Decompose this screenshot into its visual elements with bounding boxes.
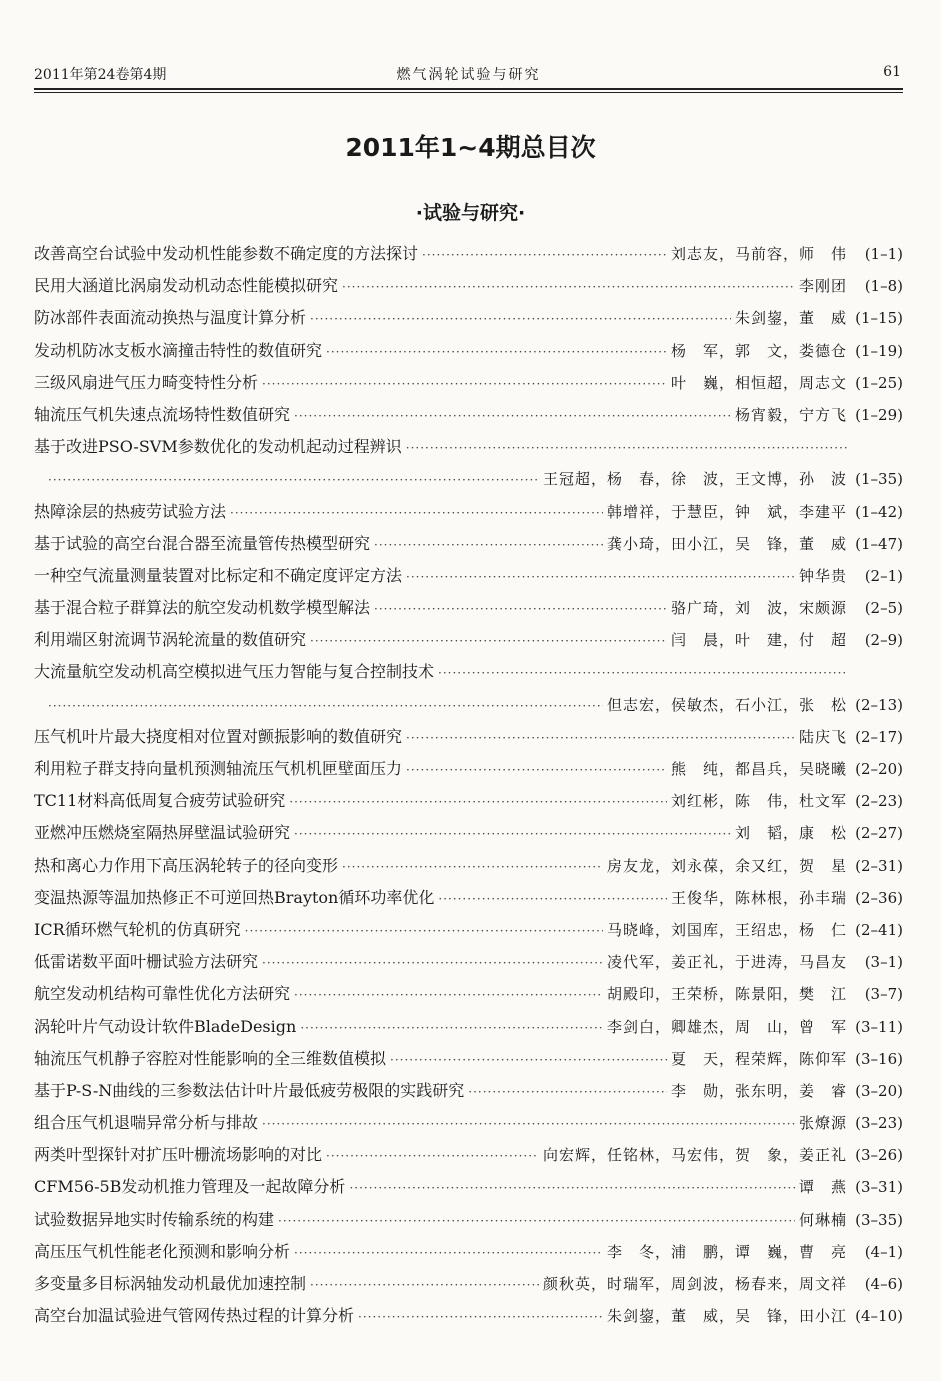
entry-page: (1–25) <box>855 373 903 392</box>
dot-leader <box>374 529 603 560</box>
entry-authors: 谭 燕 <box>798 1178 847 1197</box>
section-heading: ·试验与研究· <box>415 202 526 224</box>
toc-entry <box>34 238 903 270</box>
toc-entry <box>34 1268 903 1300</box>
entry-page: (1–42) <box>855 502 903 521</box>
entry-title: 民用大涵道比涡扇发动机动态性能模拟研究 <box>34 276 339 296</box>
dot-leader <box>406 561 795 592</box>
toc-entry <box>34 946 903 978</box>
entry-title: 组合压气机退喘异常分析与排故 <box>34 1113 259 1133</box>
toc-entry <box>34 463 903 495</box>
entry-authors: 王冠超，杨 春，徐 波，王文博，孙 波 <box>542 470 847 489</box>
dot-leader <box>310 303 731 334</box>
entry-title: 发动机防冰支板水滴撞击特性的数值研究 <box>34 340 323 360</box>
entry-title: TC11材料高低周复合疲劳试验研究 <box>34 791 286 811</box>
entry-page: (4–1) <box>864 1242 903 1261</box>
entry-authors: 马晓峰，刘国库，王绍忠，杨 仁 <box>606 920 847 939</box>
dot-leader <box>374 593 667 624</box>
dot-leader <box>48 690 603 721</box>
dot-leader <box>278 1205 795 1236</box>
entry-title: 航空发动机结构可靠性优化方法研究 <box>34 984 291 1004</box>
dot-leader <box>358 1301 603 1332</box>
entry-title: 基于改进PSO-SVM参数优化的发动机起动过程辨识 <box>34 437 402 457</box>
entry-authors: 韩增祥，于慧臣，钟 斌，李建平 <box>606 502 847 521</box>
entry-authors: 陆庆飞 <box>798 727 847 746</box>
toc-entry <box>34 914 903 946</box>
page-title: 2011年1~4期总目次 <box>345 133 596 162</box>
dot-leader <box>342 271 795 302</box>
entry-authors: 钟华贵 <box>798 566 847 585</box>
entry-title: 利用端区射流调节涡轮流量的数值研究 <box>34 630 307 650</box>
dot-leader <box>294 400 731 431</box>
dot-leader <box>438 657 847 688</box>
entry-page: (2–5) <box>864 599 903 618</box>
entry-title: 轴流压气机静子容腔对性能影响的全三维数值模拟 <box>34 1048 387 1068</box>
entry-authors: 龚小琦，田小江，吴 锋，董 威 <box>606 534 847 553</box>
dot-leader <box>294 1237 603 1268</box>
entry-authors: 但志宏，侯敏杰，石小江，张 松 <box>606 695 847 714</box>
entry-authors: 闫 晨，叶 建，付 超 <box>670 631 847 650</box>
toc-entry <box>34 1043 903 1075</box>
dot-leader <box>48 464 539 495</box>
toc-entry <box>34 399 903 431</box>
toc-entry <box>34 689 903 721</box>
header-rule-thick <box>34 88 903 90</box>
entry-page: (2–36) <box>855 888 903 907</box>
dot-leader <box>468 1076 667 1107</box>
entry-authors: 李剑白，卿雄杰，周 山，曾 军 <box>606 1017 847 1036</box>
entry-page: (3–31) <box>855 1178 903 1197</box>
dot-leader <box>326 336 667 367</box>
toc-entry <box>34 978 903 1010</box>
entry-authors: 杨 军，郭 文，娄德仓 <box>670 341 847 360</box>
dot-leader <box>310 1269 539 1300</box>
entry-title: 三级风扇进气压力畸变特性分析 <box>34 372 259 392</box>
entry-page: (1–35) <box>855 470 903 489</box>
entry-authors: 夏 天，程荣辉，陈仰军 <box>670 1049 847 1068</box>
entry-title: CFM56-5B发动机推力管理及一起故障分析 <box>34 1177 346 1197</box>
dot-leader <box>326 1140 539 1171</box>
entry-title: 压气机叶片最大挠度相对位置对颤振影响的数值研究 <box>34 726 403 746</box>
entry-authors: 张燎源 <box>798 1114 847 1133</box>
toc-entry <box>34 560 903 592</box>
toc-entry <box>34 656 903 688</box>
journal-issue: 2011年第24卷第4期 <box>34 67 167 83</box>
entry-title: 两类叶型探针对扩压叶栅流场影响的对比 <box>34 1145 323 1165</box>
entry-authors: 李 勋，张东明，姜 睿 <box>670 1081 847 1100</box>
entry-page: (3–1) <box>864 953 903 972</box>
toc-entry <box>34 302 903 334</box>
toc-list <box>34 238 903 1332</box>
entry-title: 多变量多目标涡轴发动机最优加速控制 <box>34 1274 307 1293</box>
entry-title: 轴流压气机失速点流场特性数值研究 <box>34 404 291 424</box>
toc-entry <box>34 1107 903 1139</box>
toc-entry <box>34 431 903 463</box>
dot-leader <box>294 979 603 1010</box>
toc-entry <box>34 528 903 560</box>
dot-leader <box>245 915 603 946</box>
toc-entry <box>34 1139 903 1171</box>
entry-page: (4–10) <box>855 1307 903 1326</box>
dot-leader <box>342 851 603 882</box>
entry-authors: 王俊华，陈林根，孙丰瑞 <box>670 888 847 907</box>
entry-title: 基于P-S-N曲线的三参数法估计叶片最低疲劳极限的实践研究 <box>34 1080 465 1100</box>
toc-entry <box>34 850 903 882</box>
entry-authors: 熊 纯，都昌兵，吴晓曦 <box>670 760 847 778</box>
entry-title: 涡轮叶片气动设计软件BladeDesign <box>34 1016 297 1036</box>
dot-leader <box>422 239 667 270</box>
entry-authors: 朱剑鋆，董 威，吴 锋，田小江 <box>606 1307 847 1326</box>
entry-page: (2–9) <box>864 631 903 650</box>
entry-page: (2–41) <box>855 920 903 939</box>
dot-leader <box>406 432 847 463</box>
entry-page: (1–29) <box>855 405 903 424</box>
toc-entry <box>34 624 903 656</box>
entry-page: (4–6) <box>864 1275 903 1293</box>
entry-page: (3–23) <box>855 1114 903 1133</box>
dot-leader <box>230 497 603 528</box>
entry-page: (1–15) <box>855 309 903 328</box>
toc-entry <box>34 270 903 302</box>
entry-page: (2–17) <box>855 727 903 746</box>
toc-entry <box>34 1075 903 1107</box>
toc-entry <box>34 335 903 367</box>
entry-page: (3–16) <box>855 1049 903 1068</box>
entry-authors: 李 冬，浦 鹏，谭 巍，曹 亮 <box>606 1242 847 1261</box>
entry-title: 防冰部件表面流动换热与温度计算分析 <box>34 308 307 328</box>
entry-page: (3–26) <box>855 1146 903 1165</box>
entry-title: 低雷诺数平面叶栅试验方法研究 <box>34 952 259 972</box>
entry-page: (2–23) <box>855 792 903 811</box>
dot-leader <box>300 1012 603 1043</box>
entry-authors: 刘 韬，康 松 <box>734 824 847 843</box>
entry-authors: 凌代军，姜正礼，于进涛，马昌友 <box>606 953 847 972</box>
toc-entry <box>34 753 903 785</box>
entry-page: (2–20) <box>855 760 903 778</box>
entry-authors: 胡殿印，王荣桥，陈景阳，樊 江 <box>606 985 847 1004</box>
entry-authors: 李刚团 <box>798 277 847 296</box>
entry-page: (2–27) <box>855 824 903 843</box>
entry-authors: 杨宵毅，宁方飞 <box>734 405 847 424</box>
dot-leader <box>262 1108 795 1139</box>
entry-page: (1–8) <box>864 277 903 296</box>
dot-leader <box>262 368 667 399</box>
entry-authors: 叶 巍，相恒超，周志文 <box>670 373 847 392</box>
entry-page: (1–1) <box>864 245 903 263</box>
entry-title: 热和离心力作用下高压涡轮转子的径向变形 <box>34 855 339 875</box>
dot-leader <box>406 722 795 753</box>
entry-title: 改善高空台试验中发动机性能参数不确定度的方法探讨 <box>34 244 419 263</box>
toc-entry <box>34 1011 903 1043</box>
entry-authors: 何琳楠 <box>798 1210 847 1229</box>
entry-page: (1–47) <box>855 534 903 553</box>
entry-authors: 刘红彬，陈 伟，杜文军 <box>670 792 847 811</box>
toc-entry <box>34 785 903 817</box>
dot-leader <box>406 754 667 785</box>
dot-leader <box>262 947 603 978</box>
entry-title: 大流量航空发动机高空模拟进气压力智能与复合控制技术 <box>34 662 435 682</box>
entry-title: 热障涂层的热疲劳试验方法 <box>34 501 227 521</box>
entry-page: (2–1) <box>864 566 903 585</box>
entry-authors: 颜秋英，时瑞军，周剑波，杨春来，周文祥 <box>542 1275 847 1293</box>
entry-authors: 骆广琦，刘 波，宋颇源 <box>670 599 847 618</box>
entry-title: 变温热源等温加热修正不可逆回热Brayton循环功率优化 <box>34 887 435 907</box>
entry-title: 基于试验的高空台混合器至流量管传热模型研究 <box>34 533 371 553</box>
toc-entry <box>34 367 903 399</box>
entry-authors: 刘志友，马前容，师 伟 <box>670 245 847 263</box>
toc-entry <box>34 721 903 753</box>
dot-leader <box>289 786 667 817</box>
toc-entry <box>34 882 903 914</box>
entry-page: (3–11) <box>855 1017 903 1036</box>
page-number: 61 <box>883 64 901 80</box>
entry-title: 基于混合粒子群算法的航空发动机数学模型解法 <box>34 598 371 618</box>
toc-entry <box>34 1171 903 1203</box>
header-rule-thin <box>34 92 903 93</box>
entry-title: 利用粒子群支持向量机预测轴流压气机机匣壁面压力 <box>34 759 403 778</box>
entry-title: 高压压气机性能老化预测和影响分析 <box>34 1241 291 1261</box>
entry-title: 高空台加温试验进气管网传热过程的计算分析 <box>34 1306 355 1326</box>
entry-authors: 向宏辉，任铭林，马宏伟，贺 象，姜正礼 <box>542 1146 847 1165</box>
dot-leader <box>438 883 667 914</box>
toc-entry <box>34 1204 903 1236</box>
entry-title: 试验数据异地实时传输系统的构建 <box>34 1209 275 1229</box>
toc-entry <box>34 817 903 849</box>
dot-leader <box>294 818 731 849</box>
entry-title: ICR循环燃气轮机的仿真研究 <box>34 919 241 939</box>
toc-entry <box>34 1300 903 1332</box>
entry-page: (2–31) <box>855 856 903 875</box>
entry-page: (1–19) <box>855 341 903 360</box>
entry-page: (3–7) <box>864 985 903 1004</box>
toc-entry <box>34 496 903 528</box>
toc-entry <box>34 592 903 624</box>
entry-authors: 朱剑鋆，董 威 <box>734 309 847 328</box>
dot-leader <box>310 625 667 656</box>
dot-leader <box>349 1172 795 1203</box>
entry-title: 一种空气流量测量装置对比标定和不确定度评定方法 <box>34 565 403 585</box>
entry-page: (3–20) <box>855 1081 903 1100</box>
entry-page: (2–13) <box>855 695 903 714</box>
entry-page: (3–35) <box>855 1210 903 1229</box>
toc-entry <box>34 1236 903 1268</box>
page-header <box>34 62 903 84</box>
journal-name: 燃气涡轮试验与研究 <box>396 67 541 83</box>
dot-leader <box>390 1044 667 1075</box>
entry-title: 亚燃冲压燃烧室隔热屏壁温试验研究 <box>34 823 291 843</box>
entry-authors: 房友龙，刘永葆，余又红，贺 星 <box>606 856 847 875</box>
